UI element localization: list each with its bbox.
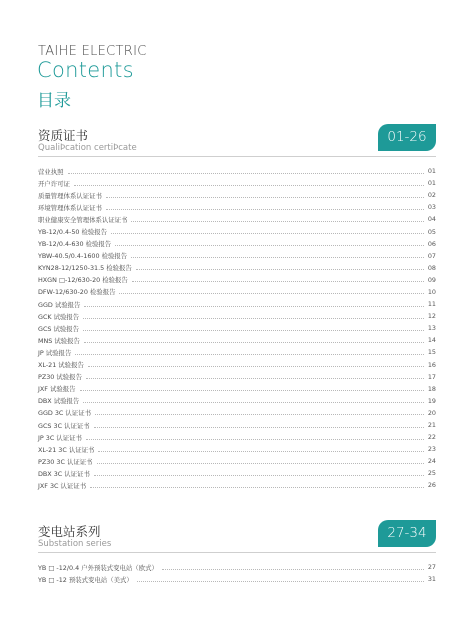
- toc-entry-page: 23: [427, 445, 436, 454]
- toc-entry-page: 24: [427, 457, 436, 466]
- toc-entry-label: JP 3C 认证证书: [38, 433, 82, 442]
- dot-leader: [94, 475, 424, 476]
- toc-entry-page: 02: [427, 191, 436, 200]
- dot-leader: [137, 581, 424, 582]
- dot-leader: [90, 487, 424, 488]
- section-page-range: 27-34: [378, 520, 436, 547]
- toc-entry-page: 03: [427, 203, 436, 212]
- dot-leader: [111, 233, 424, 234]
- toc-entry-label: DBX 3C 认证证书: [38, 469, 90, 478]
- toc-entry-label: KYN28-12/1250-31.5 检验报告: [38, 264, 132, 273]
- dot-leader: [106, 197, 424, 198]
- toc-entry-label: 环境管理体系认证证书: [38, 203, 102, 212]
- dot-leader: [84, 342, 424, 343]
- dot-leader: [74, 185, 424, 186]
- toc-entry[interactable]: [38, 177, 436, 189]
- toc-entry-label: JXF 试验报告: [38, 385, 76, 394]
- toc-entry-page: 13: [427, 324, 436, 333]
- section-header: [38, 522, 436, 553]
- toc-entry-label: JXF 3C 认证证书: [38, 481, 87, 490]
- toc-entry[interactable]: [38, 561, 436, 573]
- toc-entry[interactable]: [38, 274, 436, 286]
- dot-leader: [94, 427, 424, 428]
- toc-entry-page: 16: [427, 360, 436, 369]
- toc-entry-page: 19: [427, 396, 436, 405]
- toc-entry[interactable]: [38, 431, 436, 443]
- dot-leader: [83, 402, 424, 403]
- toc-entry-page: 15: [427, 348, 436, 357]
- section-title: 资质证书: [38, 128, 89, 143]
- dot-leader: [162, 569, 424, 570]
- toc-entry-page: 27: [427, 563, 436, 572]
- toc-entry-label: DBX 试验报告: [38, 397, 80, 406]
- dot-leader: [115, 245, 424, 246]
- toc-entry-page: 31: [427, 575, 436, 584]
- dot-leader: [88, 366, 424, 367]
- toc-entry[interactable]: [38, 334, 436, 346]
- toc-entry-page: 07: [427, 251, 436, 260]
- toc-entry[interactable]: [38, 262, 436, 274]
- toc-entry[interactable]: [38, 467, 436, 479]
- toc-entry[interactable]: [38, 383, 436, 395]
- toc-entry[interactable]: [38, 395, 436, 407]
- toc-entry-page: 18: [427, 384, 436, 393]
- dot-leader: [86, 378, 424, 379]
- toc-entry[interactable]: [38, 359, 436, 371]
- dot-leader: [83, 330, 424, 331]
- dot-leader: [98, 451, 423, 452]
- dot-leader: [75, 354, 424, 355]
- dot-leader: [83, 318, 424, 319]
- toc-entry-page: 09: [427, 275, 436, 284]
- dot-leader: [131, 221, 423, 222]
- dot-leader: [80, 390, 424, 391]
- toc-entry-label: 营业执照: [38, 167, 64, 176]
- toc-entry[interactable]: [38, 238, 436, 250]
- section-header: [38, 126, 436, 157]
- toc-entry-label: YB □ -12 预装式变电站（美式）: [38, 575, 133, 584]
- toc-entry[interactable]: [38, 322, 436, 334]
- toc-entry[interactable]: [38, 371, 436, 383]
- toc-entry-page: 12: [427, 312, 436, 321]
- toc-entry[interactable]: [38, 189, 436, 201]
- toc-entry-page: 01: [427, 179, 436, 188]
- contents-title: Contents: [37, 58, 134, 82]
- toc-entry-label: YB-12/0.4-630 检验报告: [38, 240, 112, 249]
- dot-leader: [136, 269, 424, 270]
- section-qualification: [38, 126, 436, 492]
- toc-entry-page: 17: [427, 372, 436, 381]
- toc-entry-label: GCS 试验报告: [38, 324, 80, 333]
- toc-entry-page: 08: [427, 263, 436, 272]
- toc-entry[interactable]: [38, 419, 436, 431]
- toc-entry[interactable]: [38, 455, 436, 467]
- toc-entry[interactable]: [38, 443, 436, 455]
- toc-entry-page: 22: [427, 433, 436, 442]
- toc-entry[interactable]: [38, 250, 436, 262]
- toc-entry-page: 20: [427, 408, 436, 417]
- dot-leader: [106, 209, 424, 210]
- toc-entry-page: 10: [427, 287, 436, 296]
- toc-entry[interactable]: [38, 479, 436, 491]
- toc-entry-page: 11: [427, 300, 436, 309]
- section-title: 变电站系列: [38, 524, 101, 539]
- section-substation: [38, 522, 436, 585]
- toc-entry-label: 职业健康安全管理体系认证证书: [38, 215, 128, 224]
- toc-entry[interactable]: [38, 346, 436, 358]
- toc-list: [38, 165, 436, 492]
- dot-leader: [68, 173, 424, 174]
- toc-entry-label: XL-21 3C 认证证书: [38, 445, 95, 454]
- dot-leader: [132, 281, 424, 282]
- toc-entry-label: GCK 试验报告: [38, 312, 80, 321]
- toc-entry-label: GGD 试验报告: [38, 300, 81, 309]
- toc-entry-label: GGD 3C 认证证书: [38, 409, 91, 418]
- toc-entry[interactable]: [38, 573, 436, 585]
- toc-entry-label: YB-12/0.4-50 检验报告: [38, 228, 108, 237]
- section-page-range: 01-26: [378, 124, 436, 151]
- toc-entry-label: 开户许可证: [38, 179, 70, 188]
- section-subtitle: Substation series: [38, 539, 112, 549]
- toc-entry-label: 质量管理体系认证证书: [38, 191, 102, 200]
- toc-entry[interactable]: [38, 407, 436, 419]
- toc-entry-page: 06: [427, 239, 436, 248]
- dot-leader: [84, 306, 423, 307]
- toc-entry-label: HXGN □-12/630-20 检验报告: [38, 276, 128, 285]
- dot-leader: [97, 463, 424, 464]
- toc-entry-label: MNS 试验报告: [38, 336, 80, 345]
- toc-entry-page: 04: [427, 215, 436, 224]
- toc-entry-label: GCS 3C 认证证书: [38, 421, 90, 430]
- toc-list: [38, 561, 436, 585]
- contents-title-cn: 目录: [37, 91, 71, 111]
- toc-entry-label: DFW-12/630-20 检验报告: [38, 288, 116, 297]
- dot-leader: [131, 257, 424, 258]
- toc-entry-label: YB □ -12/0.4 户外预装式变电站（欧式）: [38, 563, 158, 572]
- brand-name: TAIHE ELECTRIC: [38, 44, 147, 59]
- toc-entry-page: 25: [427, 469, 436, 478]
- toc-entry[interactable]: [38, 286, 436, 298]
- toc-entry-label: XL-21 试验报告: [38, 361, 84, 370]
- toc-entry[interactable]: [38, 310, 436, 322]
- toc-entry[interactable]: [38, 298, 436, 310]
- section-subtitle: QualiÞcation certiÞcate: [38, 143, 137, 153]
- toc-entry-label: PZ30 3C 认证证书: [38, 457, 93, 466]
- toc-entry[interactable]: [38, 225, 436, 237]
- toc-entry-page: 14: [427, 336, 436, 345]
- toc-entry[interactable]: [38, 201, 436, 213]
- toc-entry-page: 26: [427, 481, 436, 490]
- toc-entry-page: 21: [427, 421, 436, 430]
- dot-leader: [86, 439, 424, 440]
- toc-entry-page: 01: [427, 167, 436, 176]
- toc-entry-label: YBW-40.5/0.4-1600 检验报告: [38, 252, 128, 261]
- dot-leader: [119, 293, 423, 294]
- toc-entry-label: PZ30 试验报告: [38, 373, 82, 382]
- toc-entry[interactable]: [38, 213, 436, 225]
- toc-entry-label: JP 试验报告: [38, 348, 72, 357]
- toc-entry-page: 05: [427, 227, 436, 236]
- dot-leader: [95, 414, 424, 415]
- toc-entry[interactable]: [38, 165, 436, 177]
